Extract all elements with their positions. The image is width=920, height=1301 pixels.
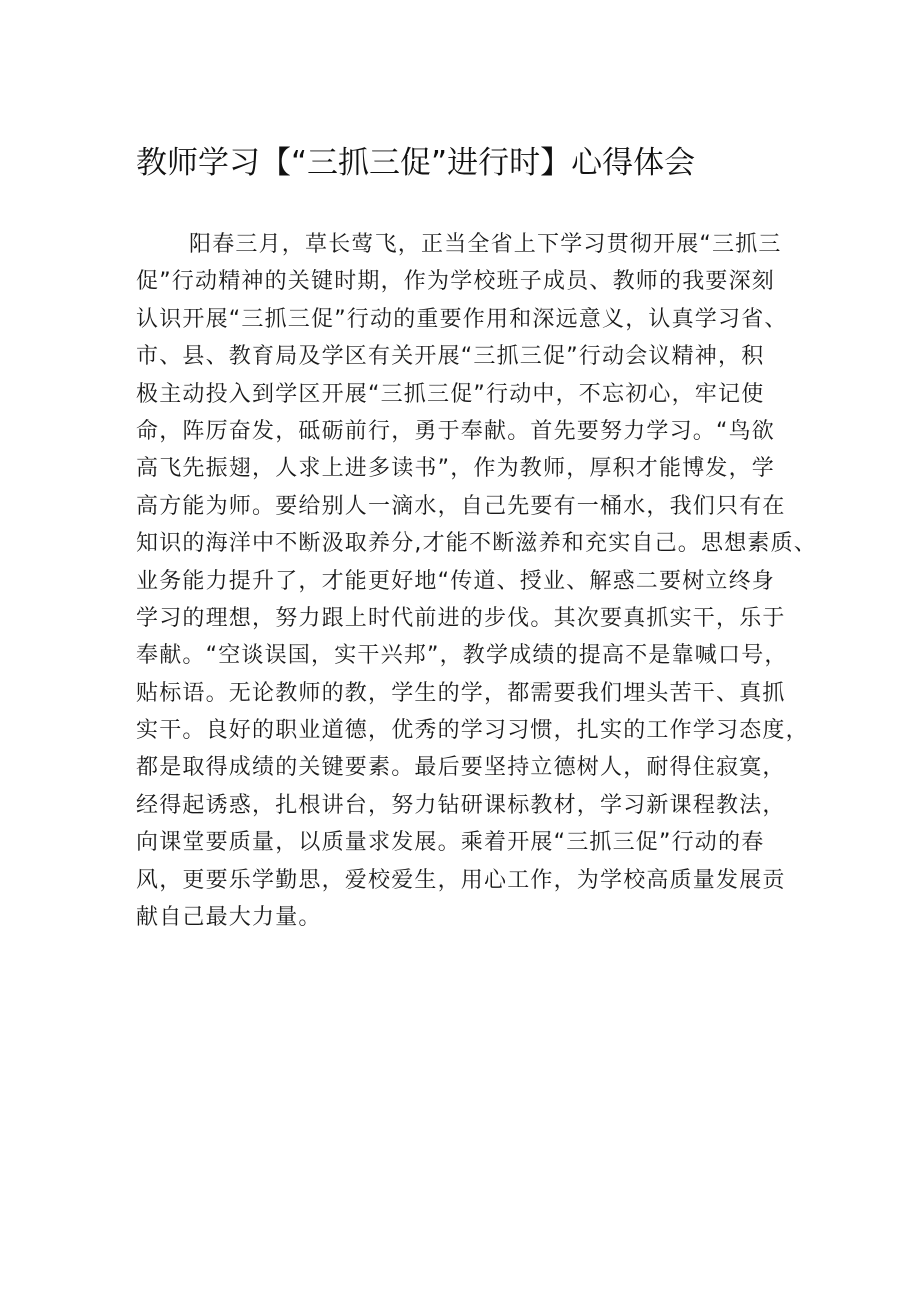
text-line: 高方能为师。要给别人一滴水，自己先要有一桶水，我们只有在 [136, 493, 786, 519]
text-line: 经得起诱惑，扎根讲台，努力钻研课标教材，学习新课程教法， [136, 792, 786, 818]
text-line: 市、县、教育局及学区有关开展“三抓三促”行动会议精神，积 [136, 344, 765, 370]
text-line: 向课堂要质量，以质量求发展。乘着开展“三抓三促”行动的春 [136, 830, 765, 856]
text-line: 高飞先振翅，人求上进多读书”，作为教师，厚积才能博发，学 [136, 456, 775, 482]
document-title: 教师学习【“三抓三促”进行时】心得体会 [136, 145, 696, 181]
text-line: 实干。良好的职业道德，优秀的学习习惯，扎实的工作学习态度， [136, 718, 809, 744]
text-line: 促”行动精神的关键时期，作为学校班子成员、教师的我要深刻 [136, 269, 775, 295]
text-line: 学习的理想，努力跟上时代前进的步伐。其次要真抓实干，乐于 [136, 605, 786, 631]
text-line: 阳春三月，草长莺飞，正当全省上下学习贯彻开展“三抓三 [189, 232, 782, 257]
text-line: 贴标语。无论教师的教，学生的学，都需要我们埋头苦干、真抓 [136, 680, 786, 706]
text-line: 风，更要乐学勤思，爱校爱生，用心工作，为学校高质量发展贡 [136, 867, 786, 893]
text-line: 极主动投入到学区开展“三抓三促”行动中，不忘初心，牢记使 [136, 381, 765, 407]
text-line: 都是取得成绩的关键要素。最后要坚持立德树人，耐得住寂寞， [136, 755, 786, 781]
text-line: 奉献。“空谈误国，实干兴邦”，教学成绩的提高不是靠喊口号， [136, 643, 788, 669]
body-paragraph [136, 226, 817, 936]
text-line: 命，阵厉奋发，砥砺前行，勇于奉献。首先要努力学习。“鸟欲 [136, 418, 775, 444]
text-line: 献自己最大力量。 [136, 905, 322, 931]
text-line: 认识开展“三抓三促”行动的重要作用和深远意义，认真学习省、 [136, 306, 788, 332]
text-line: 知识的海洋中不断汲取养分,才能不断滋养和充实自己。思想素质、 [136, 531, 817, 557]
text-line: 业务能力提升了，才能更好地“传道、授业、解惑二要树立终身 [136, 568, 775, 594]
